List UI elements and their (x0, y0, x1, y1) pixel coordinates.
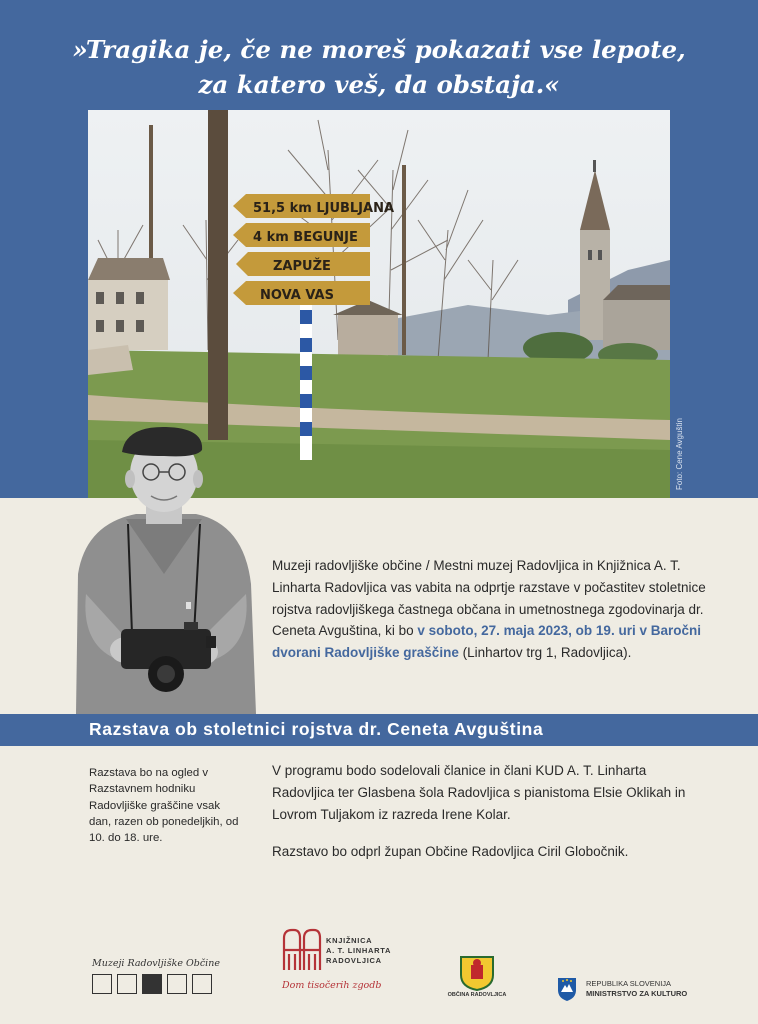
program-paragraph-2: Razstavo bo odprl župan Občine Radovljica Ciril Globočnik. (272, 844, 629, 860)
sign-text-2: 4 km BEGUNJE (253, 230, 358, 245)
opening-hours: Razstava bo na ogled v Razstavnem hodniku Radovljiške graščine vsak dan, razen ob ponedeljkih, od 10. do 18. ure. (89, 767, 239, 845)
library-name (326, 936, 391, 966)
building-icon (117, 974, 137, 994)
program-text (272, 760, 692, 863)
library-tagline: Dom tisočerih zgodb (282, 980, 382, 991)
event-address: (Linhartov trg 1, Radovljica). (458, 645, 632, 661)
museum-logo (92, 958, 224, 1002)
exhibition-title: Razstava ob stoletnici rojstva dr. Ceneta Avguština (89, 719, 544, 739)
municipality-logo (446, 955, 508, 1005)
museum-building-icons (92, 969, 224, 999)
sign-text-4: NOVA VAS (260, 288, 334, 303)
library-emblem-icon (282, 928, 322, 972)
portrait-illustration (66, 424, 262, 714)
museum-logo-text: Muzeji Radovljiške Občine (92, 958, 220, 969)
photo-credit: Foto: Cene Avguštin (675, 418, 684, 490)
ministry-line-1: REPUBLIKA SLOVENIJA (586, 979, 672, 988)
slovenia-coat-icon (556, 976, 578, 1002)
ministry-logo (556, 976, 696, 1006)
quote (0, 32, 758, 102)
quote-line-2: za katero veš, da obstaja.« (198, 70, 560, 99)
title-band (0, 714, 758, 746)
municipality-name: OBČINA RADOVLJICA (447, 992, 507, 998)
program-paragraph-1: V programu bodo sodelovali članice in člani KUD A. T. Linharta Radovljica ter Glasbena šola Radovljica s pianistoma Elsie Oklikah in Lovrom Tuljakom iz razreda Irene Kolar. (272, 763, 686, 822)
building-icon (142, 974, 162, 994)
quote-line-1: »Tragika je, če ne moreš pokazati vse lepote, (72, 35, 686, 64)
sign-text-3: ZAPUŽE (273, 259, 331, 274)
invitation-text (272, 555, 712, 664)
coat-of-arms-icon (459, 955, 495, 991)
tree-icon (167, 974, 187, 994)
event-date-location: v soboto, 27. maja 2023, ob 19. uri v Baročni dvorani Radovljiške graščine (272, 623, 701, 661)
ministry-text (586, 979, 687, 999)
ministry-line-2: MINISTRSTVO ZA KULTURO (586, 989, 688, 998)
building-icon (92, 974, 112, 994)
library-name-line-3: RADOVLJICA (326, 956, 382, 965)
tree-icon (192, 974, 212, 994)
library-name-line-1: KNJIŽNICA (326, 936, 373, 945)
library-logo (282, 928, 392, 1008)
invitation-body: Muzeji radovljiške občine / Mestni muzej Radovljica in Knjižnica A. T. Linharta Radovljica vas vabita na odprtje razstave v počastitev stoletnice rojstva radovljiškega častnega občana in umetnostnega zgodovinarja dr. Ceneta Avguština, ki bo (272, 558, 706, 639)
portrait-photo (66, 424, 262, 714)
sign-text-1: 51,5 km LJUBLJANA (253, 201, 395, 216)
library-name-line-2: A. T. LINHARTA (326, 946, 392, 955)
